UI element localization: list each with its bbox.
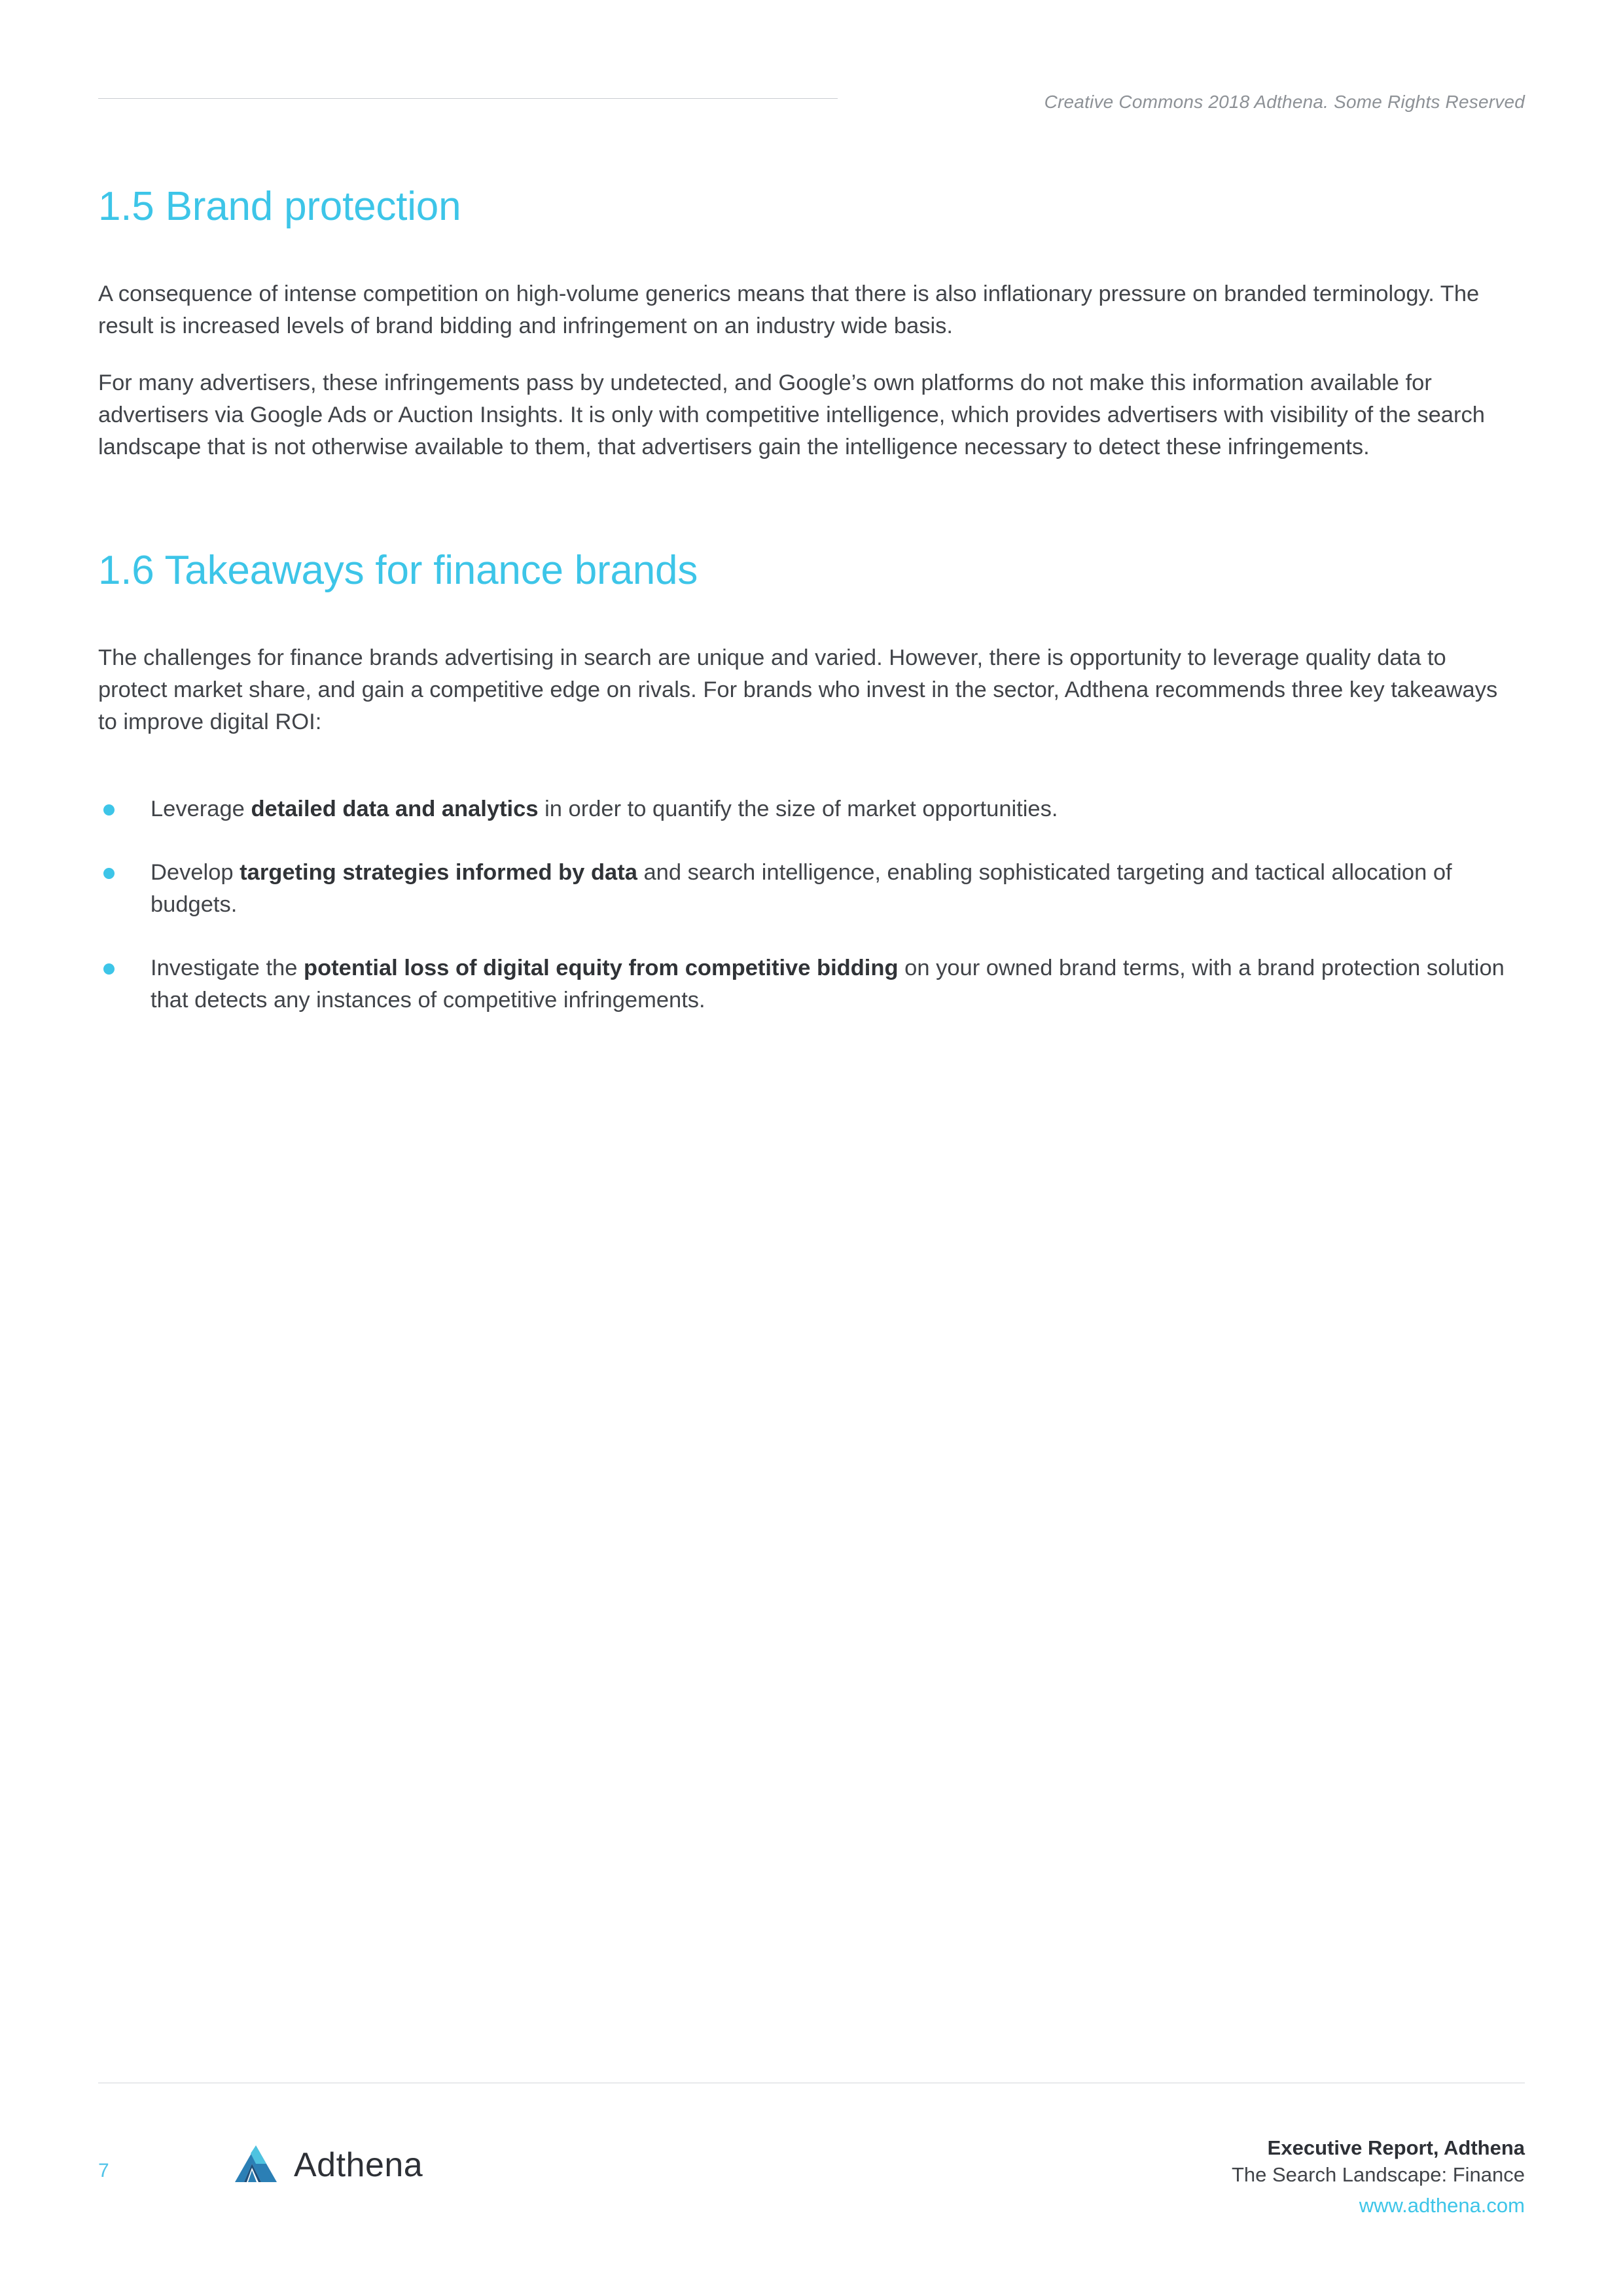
page-number: 7 (98, 2160, 109, 2181)
spacer (98, 463, 1525, 547)
list-item (98, 952, 1525, 1016)
spacer (98, 738, 1525, 793)
report-title: Executive Report, Adthena (1267, 2136, 1525, 2159)
list-item (98, 857, 1525, 921)
bullet-dot-icon (103, 868, 115, 879)
list-item-text-pre: Investigate the (151, 955, 304, 980)
bullet-dot-icon (103, 963, 115, 975)
brand-logo (232, 2142, 423, 2189)
list-item-text-post: on your owned brand terms, with a brand protection solution that detects any instances of competitive infringements. (151, 955, 1505, 1013)
bullet-dot-icon (103, 804, 115, 816)
list-item (98, 793, 1525, 825)
page-content (98, 183, 1525, 1016)
page-header (98, 92, 1525, 131)
section-heading-takeaways: 1.6 Takeaways for finance brands (98, 547, 698, 593)
paragraph: A consequence of intense competition on high-volume generics means that there is also inflationary pressure on branded terminology. The result is increased levels of brand bidding and infringement on an industry wide basis. (98, 281, 1480, 338)
list-item-text-bold: potential loss of digital equity from competitive bidding (304, 955, 899, 980)
brand-logo-text: Adthena (294, 2146, 423, 2184)
adthena-logo-icon (232, 2142, 279, 2189)
list-item-text-post: in order to quantify the size of market opportunities. (538, 796, 1058, 821)
header-divider (98, 98, 838, 99)
takeaways-list (98, 793, 1525, 1016)
list-item-text-pre: Leverage (151, 796, 251, 821)
list-item-text-post: and search intelligence, enabling sophisticated targeting and tactical allocation of budgets. (151, 859, 1452, 917)
spacer (98, 230, 1525, 278)
footer-report-info (1232, 2135, 1525, 2220)
paragraph: The challenges for finance brands advertising in search are unique and varied. However, there is opportunity to leverage quality data to protect market share, and gain a competitive edge on rivals. For brands who invest in the sector, Adthena recommends three key takeaways to improve digital ROI: (98, 645, 1498, 734)
section-heading-brand-protection: 1.5 Brand protection (98, 184, 461, 229)
list-item-text-bold: detailed data and analytics (251, 796, 539, 821)
list-item-text-pre: Develop (151, 859, 240, 885)
spacer (98, 594, 1525, 642)
report-subtitle: The Search Landscape: Finance (1231, 2163, 1525, 2187)
website-link[interactable]: www.adthena.com (1359, 2194, 1525, 2217)
paragraph: For many advertisers, these infringements pass by undetected, and Google’s own platforms do not make this information available for advertisers via Google Ads or Auction Insights. It is only with competitive intelligence, which provides advertisers with visibility of the search landscape that is not otherwise available to them, that advertisers gain the intelligence necessary to detect these infringements. (98, 370, 1485, 459)
list-item-text-bold: targeting strategies informed by data (240, 859, 637, 885)
copyright-notice: Creative Commons 2018 Adthena. Some Rights Reserved (1044, 92, 1525, 112)
